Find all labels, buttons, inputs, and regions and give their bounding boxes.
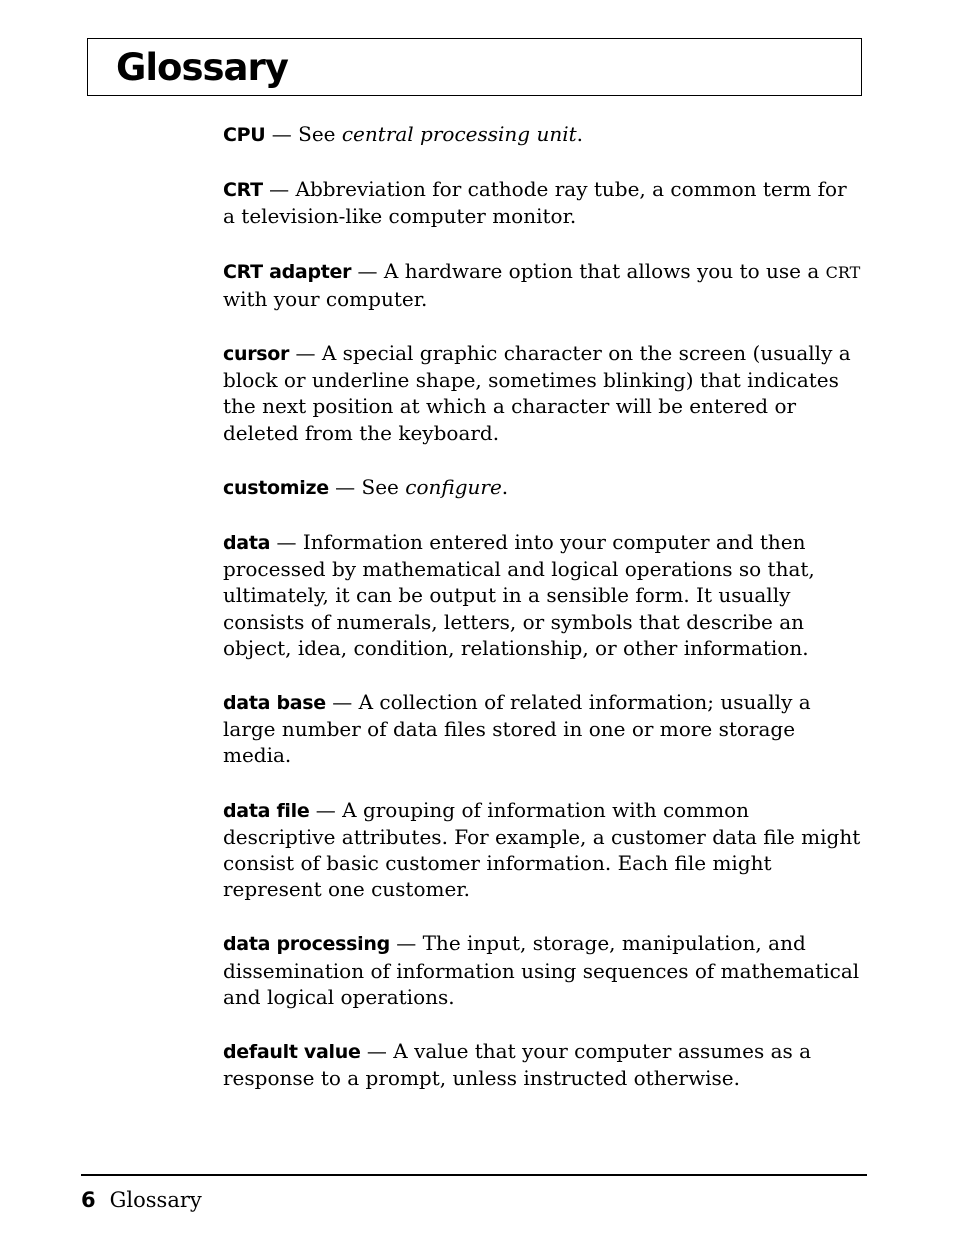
entry-separator: — See — [328, 474, 406, 499]
glossary-entry-data-processing — [223, 930, 863, 1010]
page-footer — [81, 1186, 202, 1214]
glossary-entry-data-file — [223, 797, 863, 903]
glossary-term: CPU — [223, 124, 266, 146]
entry-separator: — — [309, 797, 343, 822]
glossary-term: CRT adapter — [223, 260, 352, 283]
entry-separator: — — [289, 341, 322, 366]
glossary-entry-data-base — [223, 689, 863, 769]
entry-separator: — — [262, 177, 296, 202]
entry-separator: — — [325, 690, 359, 715]
glossary-term: data processing — [223, 933, 390, 956]
glossary-definition: A special graphic character on the screen (usually a block or underline shape, sometimes blinking) that indicates the next position at which a character will be entered or deleted from the keyboard. — [223, 341, 851, 445]
abbreviation: CRT — [825, 262, 861, 282]
glossary-term: default value — [223, 1041, 361, 1064]
entry-end: . — [576, 122, 584, 146]
page-title: Glossary — [116, 46, 288, 89]
footer-rule — [81, 1174, 867, 1176]
entry-separator: — See — [265, 122, 342, 146]
glossary-entry-cpu — [223, 121, 863, 148]
glossary-term: CRT — [223, 179, 263, 202]
page-number: 6 — [81, 1188, 96, 1212]
glossary-entries — [223, 121, 863, 1119]
running-head: Glossary — [109, 1188, 202, 1212]
glossary-term: data base — [223, 692, 326, 715]
glossary-definition-continued: with your computer. — [223, 286, 428, 311]
cross-reference: configure — [405, 474, 502, 499]
glossary-entry-cursor — [223, 340, 863, 446]
entry-end: . — [501, 474, 509, 499]
page-title-box — [87, 38, 862, 96]
glossary-definition: The input, storage, manipulation, and dissemination of information using sequences of mathematical and logical operations. — [223, 931, 860, 1009]
glossary-definition: A grouping of information with common descriptive attributes. For example, a customer data file might consist of basic customer information. Each file might represent one customer. — [223, 797, 861, 902]
glossary-entry-crt-adapter — [223, 258, 863, 312]
glossary-definition: Abbreviation for cathode ray tube, a common term for a television-like computer monitor. — [223, 177, 847, 229]
entry-separator: — — [360, 1039, 394, 1064]
entry-separator: — — [270, 530, 303, 555]
glossary-definition: A collection of related information; usually a large number of data files stored in one or more storage media. — [223, 690, 811, 768]
glossary-definition: A value that your computer assumes as a response to a prompt, unless instructed otherwise. — [223, 1039, 812, 1091]
glossary-entry-default-value — [223, 1038, 863, 1091]
glossary-definition: Information entered into your computer and then processed by mathematical and logical operations so that, ultimately, it can be output in a sensible form. It usually consists of numerals, letters, or symbols that describe an object, idea, condition, relationship, or other information. — [223, 530, 815, 660]
glossary-entry-crt — [223, 176, 863, 229]
cross-reference: central processing unit — [341, 122, 577, 146]
glossary-entry-data — [223, 529, 863, 661]
glossary-term: cursor — [223, 343, 290, 366]
entry-separator: — — [351, 258, 384, 283]
glossary-term: data file — [223, 799, 310, 822]
glossary-term: customize — [223, 476, 329, 499]
glossary-term: data — [223, 532, 271, 555]
glossary-definition: A hardware option that allows you to use a — [383, 258, 826, 283]
entry-separator: — — [389, 931, 423, 956]
glossary-entry-customize — [223, 474, 863, 501]
